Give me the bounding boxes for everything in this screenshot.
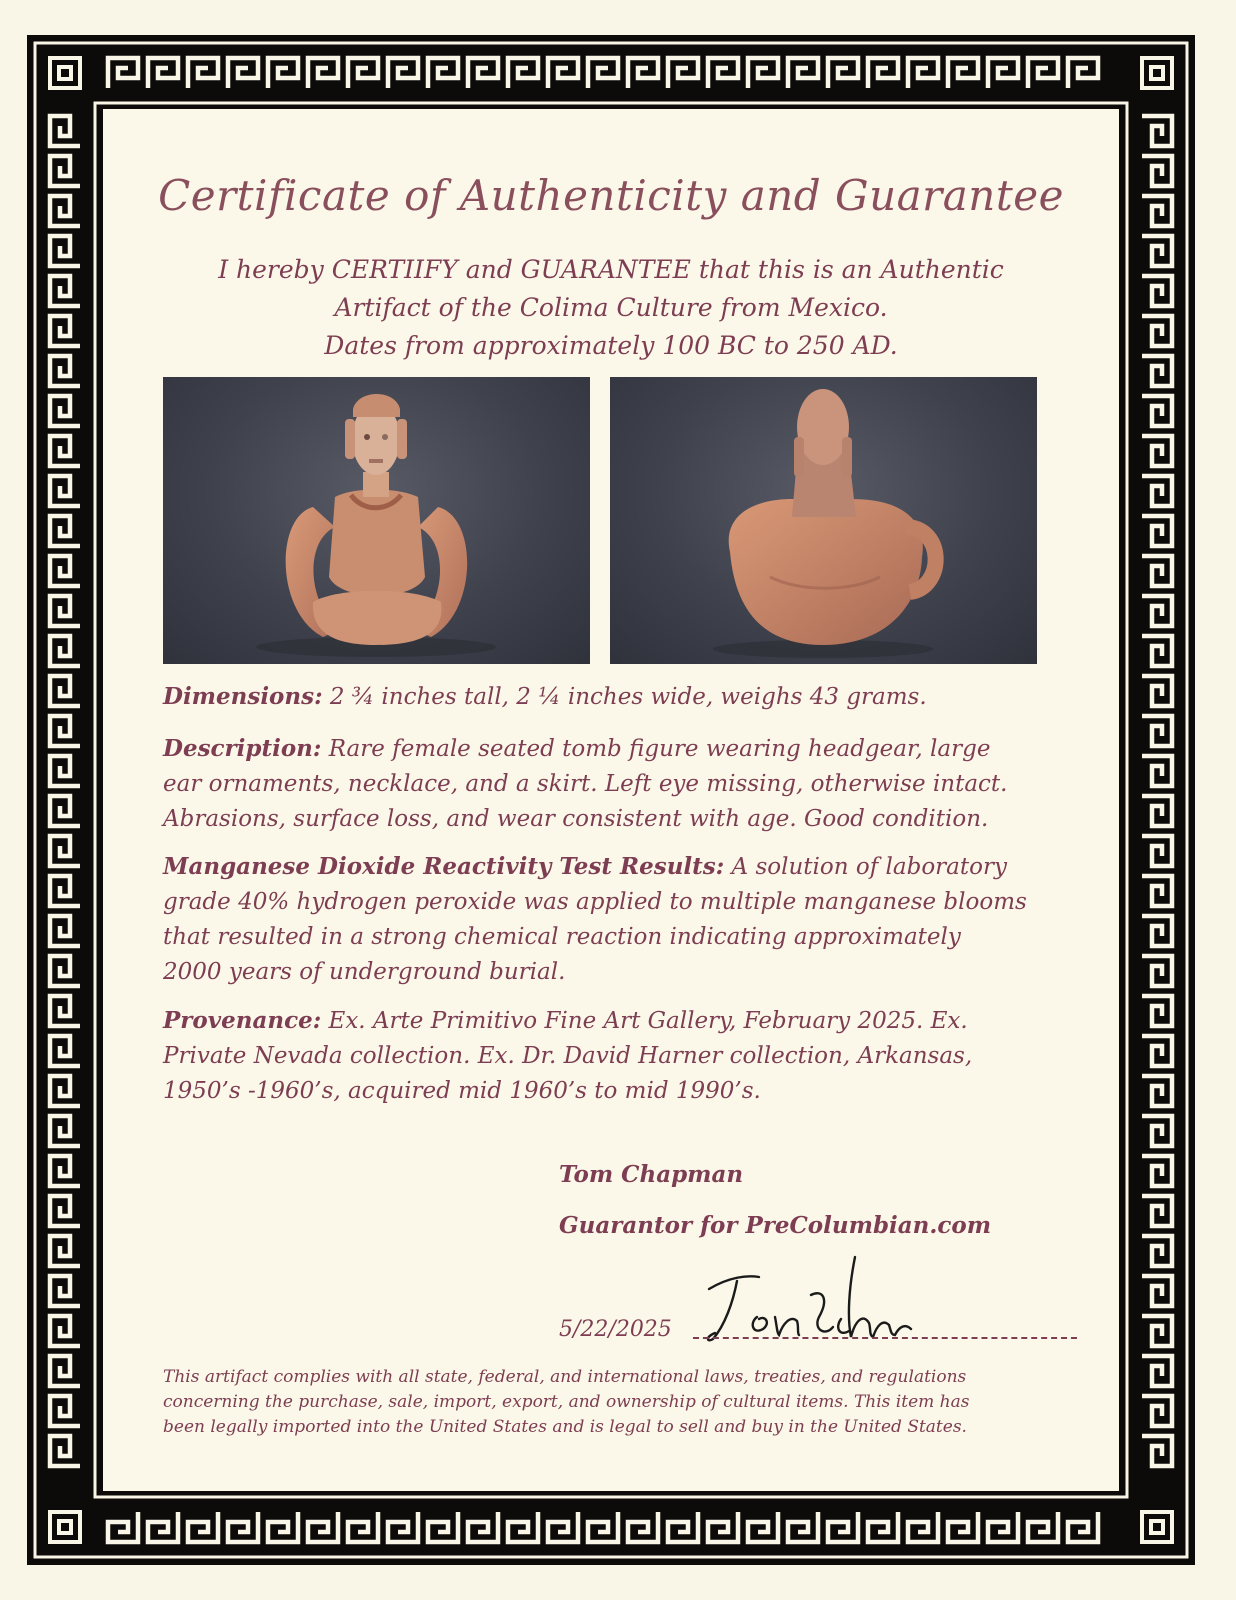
statement-line: I hereby CERTIIFY and GUARANTEE that this is an Authentic <box>218 255 1004 284</box>
description-section <box>163 731 1103 837</box>
dimensions-label: Dimensions: <box>163 683 323 710</box>
handwritten-signature <box>699 1247 939 1357</box>
provenance-line: 1950’s -1960’s, acquired mid 1960’s to mid 1990’s. <box>163 1078 761 1104</box>
description-text: Rare female seated tomb figure wearing headgear, large <box>328 736 991 762</box>
manganese-line <box>163 849 1103 885</box>
legal-compliance-notice <box>163 1365 1103 1440</box>
certification-statement <box>103 251 1119 365</box>
dimensions-section <box>163 679 1103 715</box>
statement-line: Artifact of the Colima Culture from Mexico. <box>334 293 888 322</box>
manganese-label: Manganese Dioxide Reactivity Test Results: <box>163 853 725 880</box>
provenance-section <box>163 1003 1103 1109</box>
legal-line: This artifact complies with all state, federal, and international laws, treaties, and regulations <box>163 1367 967 1387</box>
statement-line: Dates from approximately 100 BC to 250 AD. <box>324 331 898 360</box>
manganese-line: that resulted in a strong chemical reaction indicating approximately <box>163 924 961 950</box>
dimensions-text: 2 ¾ inches tall, 2 ¼ inches wide, weighs 43 grams. <box>329 684 927 710</box>
signature-line <box>693 1337 1077 1339</box>
dimensions-line <box>163 679 1103 715</box>
figure-back-image <box>610 377 1037 664</box>
description-label: Description: <box>163 735 322 762</box>
greek-key-border <box>27 35 1195 1565</box>
signature-date: 5/22/2025 <box>559 1317 672 1342</box>
legal-line: been legally imported into the United States and is legal to sell and buy in the United States. <box>163 1417 967 1437</box>
description-line: ear ornaments, necklace, and a skirt. Left eye missing, otherwise intact. <box>163 771 1008 797</box>
figure-front-image <box>163 377 590 664</box>
artifact-photo-back <box>610 377 1037 664</box>
manganese-line: grade 40% hydrogen peroxide was applied to multiple manganese blooms <box>163 889 1027 915</box>
manganese-test-section <box>163 849 1103 990</box>
manganese-line: 2000 years of underground burial. <box>163 959 566 985</box>
provenance-line <box>163 1003 1103 1039</box>
description-line <box>163 731 1103 767</box>
legal-line: concerning the purchase, sale, import, export, and ownership of cultural items. This item has <box>163 1392 970 1412</box>
provenance-label: Provenance: <box>163 1007 322 1034</box>
artifact-photo-front <box>163 377 590 664</box>
provenance-line: Private Nevada collection. Ex. Dr. David Harner collection, Arkansas, <box>163 1043 973 1069</box>
certificate-title: Certificate of Authenticity and Guarantee <box>158 171 1064 220</box>
provenance-text: Ex. Arte Primitivo Fine Art Gallery, February 2025. Ex. <box>328 1008 968 1034</box>
description-line: Abrasions, surface loss, and wear consistent with age. Good condition. <box>163 806 989 832</box>
certificate-panel <box>103 109 1119 1491</box>
signer-name: Tom Chapman <box>559 1161 744 1188</box>
manganese-text: A solution of laboratory <box>731 854 1007 880</box>
signer-role: Guarantor for PreColumbian.com <box>559 1212 992 1239</box>
